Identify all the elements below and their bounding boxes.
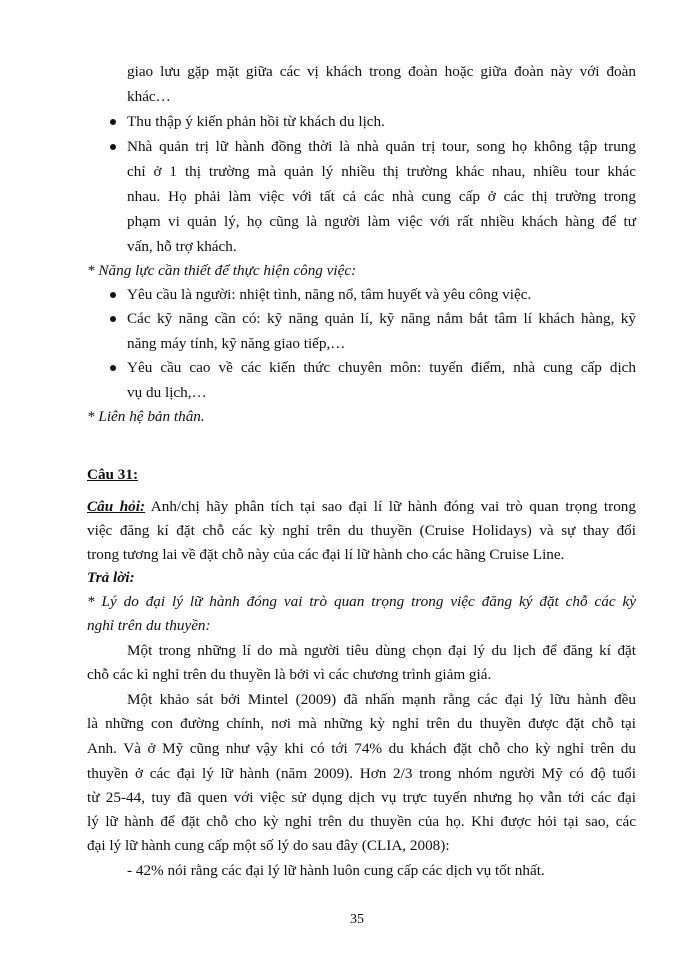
bullet-text: vụ du lịch,… — [127, 384, 207, 401]
paragraph-line: Một trong những lí do mà người tiêu dùng chọn đại lý du lịch để đăng kí đặt — [127, 642, 636, 659]
question-label: Câu hỏi: — [87, 498, 146, 515]
self-relation-note: * Liên hệ bản thân. — [87, 408, 205, 425]
bullet-text: vấn, hỗ trợ khách. — [127, 238, 237, 255]
paragraph-line: từ 25-44, tuy đã quen với việc sử dụng dịch vụ trực tuyến nhưng họ vẫn tới các đại — [87, 789, 636, 806]
bullet-icon — [110, 292, 116, 298]
question-text: Anh/chị hãy phân tích tại sao đại lí lữ hành đóng vai trò quan trọng trong — [145, 498, 636, 515]
bullet-text: năng máy tính, kỹ năng giao tiếp,… — [127, 335, 346, 352]
paragraph-line: là những con đường chính, nơi mà những kỳ nghỉ trên du thuyền được đặt chỗ tại — [87, 715, 636, 732]
bullet-icon — [110, 119, 116, 125]
continuation-line: khác… — [127, 88, 171, 105]
page-number: 35 — [350, 912, 364, 927]
reason-heading: nghỉ trên du thuyền: — [87, 617, 211, 634]
bullet-text: chỉ ở 1 thị trường mà quản lý nhiều thị trường khác nhau, nhiều tour khác — [127, 163, 636, 180]
bullet-icon — [110, 144, 116, 150]
question-line — [87, 498, 636, 516]
capability-heading: * Năng lực cần thiết để thực hiện công việc: — [87, 262, 357, 279]
bullet-icon — [110, 316, 116, 322]
paragraph-line: Một khảo sát bởi Mintel (2009) đã nhấn mạnh rằng các đại lý lữu hành đều — [127, 691, 636, 708]
paragraph-line: thuyền ở các đại lý lữ hành (năm 2009). Hơn 2/3 trong nhóm người Mỹ có độ tuổi — [87, 765, 636, 782]
bullet-text: Thu thập ý kiến phản hồi từ khách du lịch. — [127, 113, 385, 130]
bullet-text: Yêu cầu cao về các kiến thức chuyên môn: tuyến điểm, nhà cung cấp dịch — [127, 359, 636, 376]
paragraph-line: - 42% nói rằng các đại lý lữ hành luôn cung cấp các dịch vụ tốt nhất. — [127, 862, 545, 879]
section-title: Câu 31: — [87, 466, 139, 483]
bullet-text: Yêu cầu là người: nhiệt tình, năng nổ, tâm huyết và yêu công việc. — [127, 286, 532, 303]
bullet-text: phạm vi quản lý, họ cũng là người làm việc với rất nhiều khách hàng để tư — [127, 213, 636, 230]
bullet-text: nhau. Họ phải làm việc với tất cả các nhà cung cấp ở các thị trường trong — [127, 188, 636, 205]
paragraph-line: đại lý lữ hành cung cấp một số lý do sau đây (CLIA, 2008): — [87, 837, 450, 854]
bullet-icon — [110, 365, 116, 371]
paragraph-line: chỗ các kì nghỉ trên du thuyền là bởi vì các chương trình giảm giá. — [87, 666, 492, 683]
answer-label: Trả lời: — [87, 569, 135, 586]
continuation-line: giao lưu gặp mặt giữa các vị khách trong đoàn hoặc giữa đoàn này với đoàn — [127, 63, 636, 80]
paragraph-line: lý lữ hành để đặt chỗ cho kỳ nghỉ trên du thuyền của họ. Khi được hỏi tại sao, các — [87, 813, 636, 830]
reason-heading: * Lý do đại lý lữ hành đóng vai trò quan trọng trong việc đăng ký đặt chỗ các kỳ — [87, 593, 636, 610]
bullet-text: Các kỹ năng cần có: kỹ năng quản lí, kỹ năng nắm bắt tâm lí khách hàng, kỹ — [127, 310, 636, 327]
question-line: việc đăng kí đặt chỗ các kỳ nghỉ trên du thuyền (Cruise Holidays) và sự thay đổi — [87, 522, 636, 539]
paragraph-line: Anh. Và ở Mỹ cũng như vậy khi có tới 74% du khách đặt chỗ cho kỳ nghỉ trên du — [87, 740, 636, 757]
question-line: trong tương lai về đặt chỗ này của các đại lí lữ hành cho các hãng Cruise Line. — [87, 546, 565, 563]
bullet-text: Nhà quản trị lữ hành đồng thời là nhà quản trị tour, song họ không tập trung — [127, 138, 636, 155]
